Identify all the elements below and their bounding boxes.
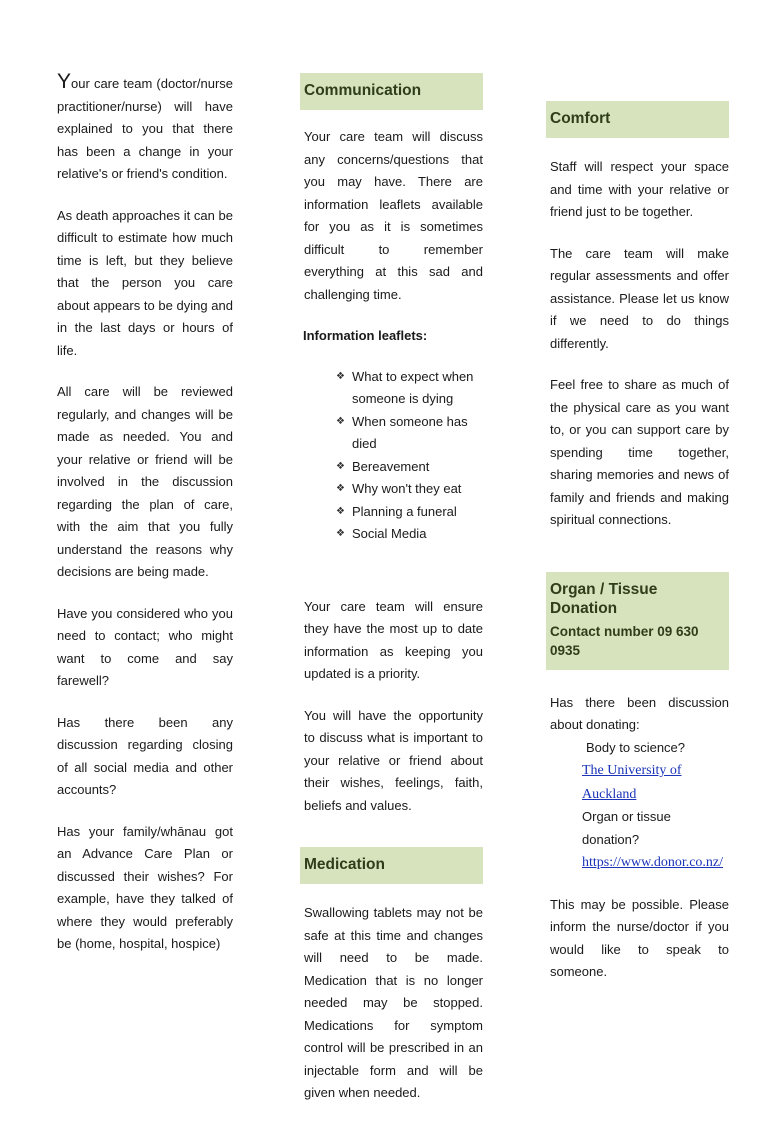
body-science-line: Body to science? (586, 739, 686, 755)
leaflet-item: ❖ Social Media (336, 523, 483, 546)
communication-paragraph: Your care team will discuss any concerns/questions that you may have. There are information leaflets available for you as it is sometimes difficult to remember everything at this sad and challenging time. (304, 129, 483, 302)
physical-care-paragraph: Feel free to share as much of the physical care as you want to, or you can support care by spending time together, sharing memories and news of family and friends and making spiritual connections. (550, 377, 729, 527)
leaflet-item: ❖ Bereavement (336, 456, 483, 479)
column-left (57, 70, 233, 975)
care-review-paragraph: All care will be reviewed regularly, and changes will be made as needed. You and your relative or friend will be involved in the discussion regarding the plan of care, with the aim that you fully understand the reasons why decisions are being made. (57, 384, 233, 579)
organ-donation-title: Organ / Tissue Donation (550, 580, 658, 617)
donating-question: Has there been discussion about donating: (550, 694, 729, 732)
updates-paragraph: Your care team will ensure they have the most up to date information as keeping you updated is a priority. (304, 598, 483, 681)
leaflet-item: ❖ When someone has died (336, 411, 483, 456)
intro-paragraph (57, 70, 233, 186)
column-right (546, 101, 729, 1003)
medication-heading: Medication (300, 847, 483, 884)
leaflets-list (300, 366, 483, 546)
donor-website-link[interactable]: https://www.donor.co.nz/ (582, 855, 724, 870)
social-media-paragraph: Has there been any discussion regarding closing of all social media and other accounts? (57, 714, 233, 797)
uoa-link-line (550, 759, 729, 806)
leaflet-item: ❖ Planning a funeral (336, 501, 483, 524)
leaflets-label: Information leaflets: (303, 328, 428, 343)
column-middle (300, 73, 483, 1124)
organ-donation-heading (546, 572, 729, 670)
drop-cap: Y (57, 70, 72, 93)
organ-contact-number: Contact number 09 630 0935 (550, 623, 699, 658)
leaflet-item: ❖ Why won't they eat (336, 478, 483, 501)
comfort-heading: Comfort (546, 101, 729, 138)
organ-question-line: Organ or tissue donation? (582, 809, 671, 847)
donating-paragraph (546, 692, 729, 875)
medication-paragraph: Swallowing tablets may not be safe at this time and changes will need to be made. Medication that is no longer needed may be stopped. Medications for symptom control will be prescribed in an injectable form and will be given when needed. (304, 905, 483, 1100)
donor-link-line (550, 851, 729, 875)
leaflet-item: ❖ What to expect when someone is dying (336, 366, 483, 411)
advance-care-paragraph: Has your family/whānau got an Advance Care Plan or discussed their wishes? For example, have they talked of where they would preferably be (home, hospital, hospice) (57, 823, 233, 951)
death-approaches-paragraph: As death approaches it can be difficult to estimate how much time is left, but they believe that the person you care about appears to be dying and in the last days or hours of life. (57, 207, 233, 358)
university-auckland-link[interactable]: The University of Auckland (582, 763, 682, 802)
inform-nurse-paragraph: This may be possible. Please inform the nurse/doctor if you would like to speak to someone. (550, 896, 729, 979)
wishes-paragraph: You will have the opportunity to discuss what is important to your relative or friend about their wishes, feelings, faith, beliefs and values. (304, 707, 483, 813)
assessments-paragraph: The care team will make regular assessments and offer assistance. Please let us know if we need to do things differently. (550, 245, 729, 351)
communication-heading: Communication (300, 73, 483, 110)
contact-paragraph: Have you considered who you need to contact; who might want to come and say farewell? (57, 605, 233, 688)
space-paragraph: Staff will respect your space and time with your relative or friend just to be together. (550, 159, 729, 219)
intro-text: our care team (doctor/nurse practitioner/nurse) will have explained to you that there has been a change in your relative's or friend's condition. (57, 76, 233, 181)
